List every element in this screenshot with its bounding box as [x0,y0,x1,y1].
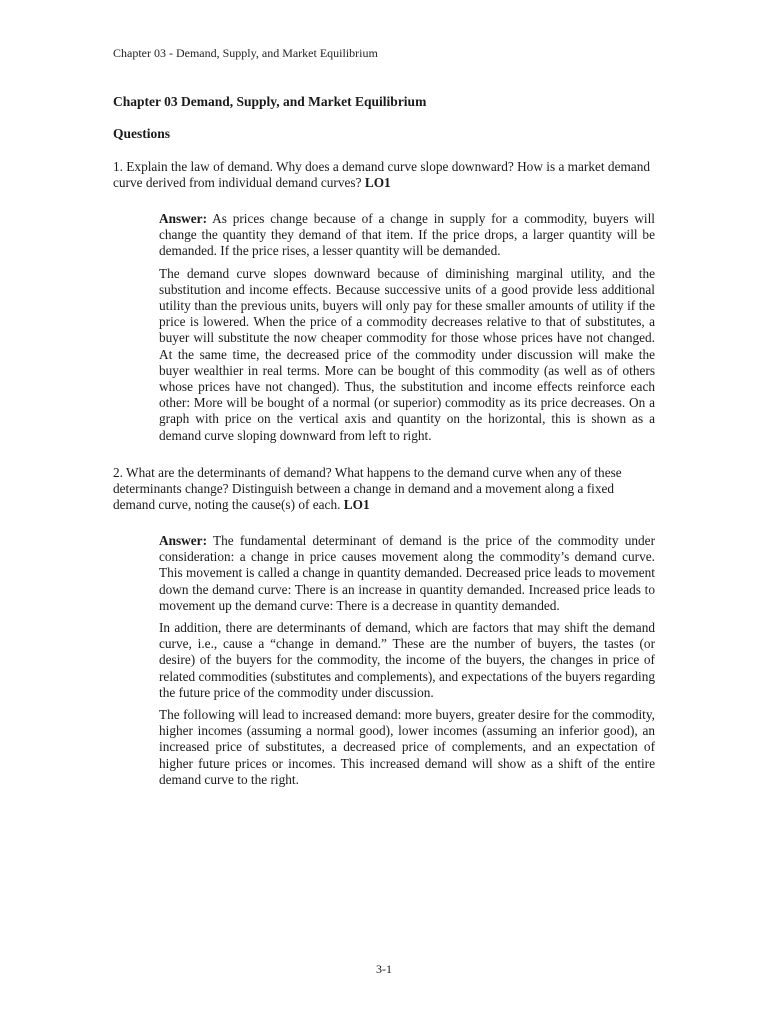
question-2-text: 2. What are the determinants of demand? What happens to the demand curve when any of these determinants change? Distinguish between a change in demand and a movement along a fixed demand curve, noting the cause(s) of each. [113,465,622,513]
answer-2-paragraph-1 [159,533,655,614]
answer-1-label: Answer: [159,211,208,226]
question-1-learning-objective: LO1 [364,175,391,191]
running-header: Chapter 03 - Demand, Supply, and Market Equilibrium [113,46,378,60]
answer-2 [159,533,655,794]
answer-1-paragraph-1 [159,211,655,260]
section-heading-questions: Questions [113,126,171,141]
answer-1 [159,211,655,450]
page-number: 3-1 [376,962,392,976]
question-2-learning-objective: LO1 [343,497,370,513]
answer-2-label: Answer: [159,533,208,548]
answer-1-paragraph-2: The demand curve slopes downward because of diminishing marginal utility, and the substitution and income effects. Because successive units of a good provide less additional utility than the previous units, buyers will only pay for these smaller amounts of utility if the price is lowered. When the price of a commodity decreases relative to that of substitutes, a buyer will substitute the now cheaper commodity for those whose prices have not changed. At the same time, the decreased price of the commodity under discussion will make the buyer wealthier in real terms. More can be bought of this commodity (as well as of others whose prices have not changed). Thus, the substitution and income effects reinforce each other: More will be bought of a normal (or superior) commodity as its price decreases. On a graph with price on the vertical axis and quantity on the horizontal, this is shown as a demand curve sloping downward from left to right. [159,265,655,443]
document-title: Chapter 03 Demand, Supply, and Market Equilibrium [113,94,427,109]
question-2 [113,465,658,514]
question-1-text: 1. Explain the law of demand. Why does a demand curve slope downward? How is a market demand curve derived from individual demand curves? [113,159,651,191]
question-1 [113,159,658,191]
answer-2-paragraph-2: In addition, there are determinants of demand, which are factors that may shift the demand curve, i.e., cause a “change in demand.” These are the number of buyers, the tastes (or desire) of the buyers for the commodity, the income of the buyers, the changes in price of related commodities (substitutes and complements), and expectations of the buyers regarding the future price of the commodity under discussion. [159,620,655,700]
answer-1-first-text: As prices change because of a change in supply for a commodity, buyers will change the quantity they demand of that item. If the price drops, a larger quantity will be demanded. If the price rises, a lesser quantity will be demanded. [159,211,655,259]
answer-2-paragraph-3: The following will lead to increased demand: more buyers, greater desire for the commodity, higher incomes (assuming a normal good), lower incomes (assuming an inferior good), an increased price of substitutes, a decreased price of complements, and an expectation of higher future prices or incomes. This increased demand will show as a shift of the entire demand curve to the right. [159,707,655,787]
answer-2-first-text: The fundamental determinant of demand is the price of the commodity under consideration: a change in price causes movement along the commodity’s demand curve. This movement is called a change in quantity demanded. Decreased price leads to movement down the demand curve: There is an increase in quantity demanded. Increased price leads to movement up the demand curve: There is a decrease in quantity demanded. [159,533,655,613]
